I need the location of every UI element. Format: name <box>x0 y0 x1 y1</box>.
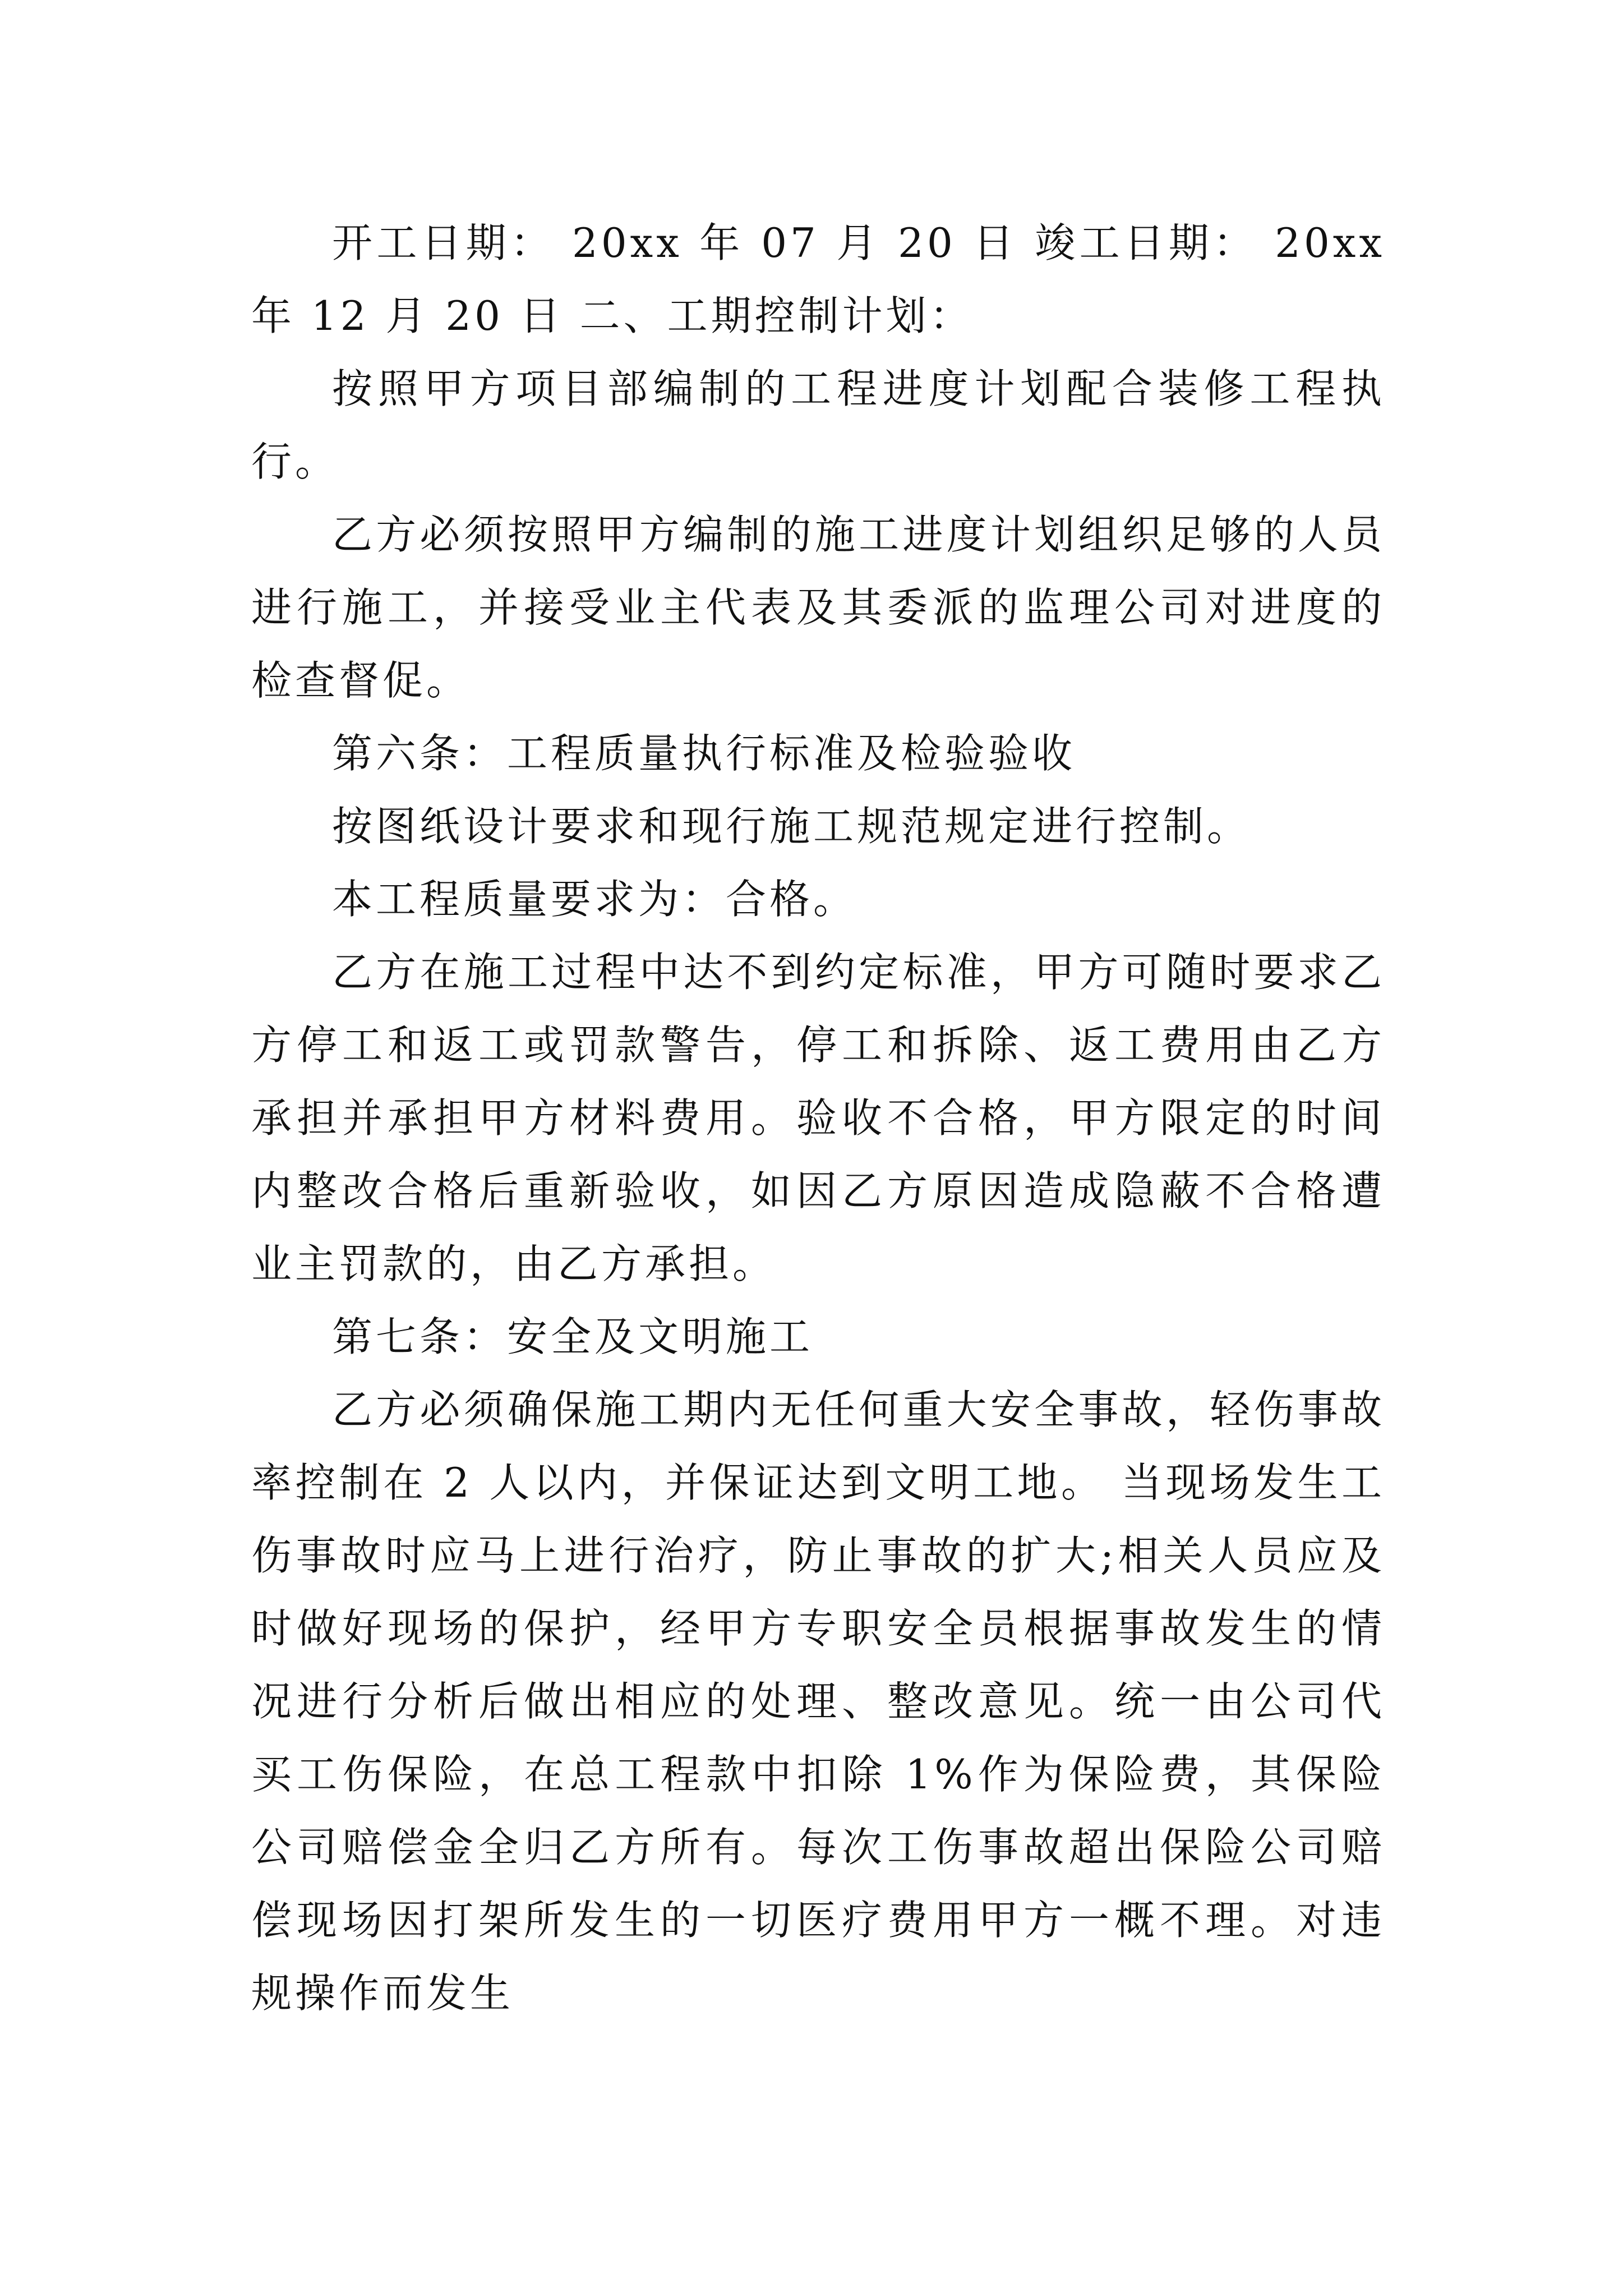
paragraph-drawing-requirements: 按图纸设计要求和现行施工规范规定进行控制。 <box>332 803 1251 850</box>
paragraph-safety-terms: 乙方必须确保施工期内无任何重大安全事故，轻伤事故率控制在 2 人以内，并保证达到文明工地。 当现场发生工伤事故时应马上进行治疗，防止事故的扩大;相关人员应及时做好现场的保护，经甲方专职安全员根据事故发生的情况进行分析后做出相应的处理、整改意见。统一由公司代买工伤保险，在总工程款中扣除 1%作为保险费，其保险公司赔偿金全归乙方所有。每次工伤事故超出保险公司赔偿现场因打架所发生的一切医疗费用甲方一概不理。对违规操作而发生 <box>251 1386 1385 2017</box>
paragraph-schedule-dates: 开工日期： 20xx 年 07 月 20 日 竣工日期： 20xx 年 12 月 20 日 二、工期控制计划： <box>251 219 1385 339</box>
document-body <box>251 206 1385 2030</box>
paragraph-quality-requirement: 本工程质量要求为：合格。 <box>332 876 857 923</box>
article-6-heading: 第六条：工程质量执行标准及检验验收 <box>332 730 1076 777</box>
paragraph-party-b-staffing: 乙方必须按照甲方编制的施工进度计划组织足够的人员进行施工，并接受业主代表及其委派的监理公司对进度的检查督促。 <box>251 511 1385 704</box>
article-7-heading: 第七条：安全及文明施工 <box>332 1313 814 1360</box>
paragraph-progress-plan: 按照甲方项目部编制的工程进度计划配合装修工程执行。 <box>251 365 1385 485</box>
paragraph-quality-penalties: 乙方在施工过程中达不到约定标准，甲方可随时要求乙方停工和返工或罚款警告，停工和拆除、返工费用由乙方承担并承担甲方材料费用。验收不合格，甲方限定的时间内整改合格后重新验收，如因乙方原因造成隐蔽不合格遭业主罚款的，由乙方承担。 <box>251 949 1385 1287</box>
